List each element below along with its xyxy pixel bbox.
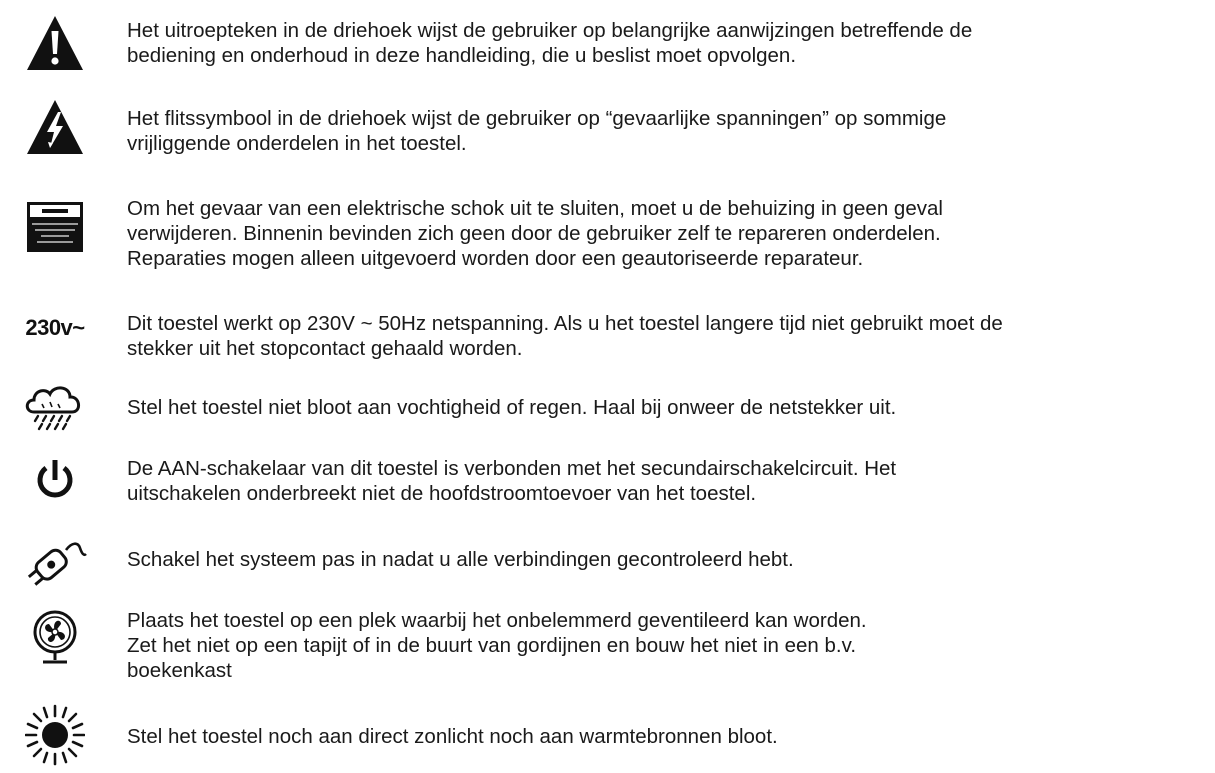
safety-text (127, 311, 1212, 361)
safety-text (127, 724, 1212, 749)
text-line: Schakel het systeem pas in nadat u alle verbindingen gecontroleerd hebt. (127, 548, 794, 571)
caution-label-icon (0, 202, 110, 252)
plug-icon (0, 534, 110, 594)
text-line: vrijliggende onderdelen in het toestel. (127, 132, 467, 155)
text-line: Stel het toestel niet bloot aan vochtigheid of regen. Haal bij onweer de netstekker uit. (127, 396, 897, 419)
text-line: Om het gevaar van een elektrische schok uit te sluiten, moet u de behuizing in geen geval (127, 197, 943, 220)
power-icon (0, 458, 110, 502)
safety-text (127, 456, 1212, 506)
text-line: Zet het niet op een tapijt of in de buurt van gordijnen en bouw het niet in een b.v. (127, 634, 857, 657)
warning-exclamation-icon (0, 14, 110, 72)
fan-icon (0, 610, 110, 666)
voltage-icon (0, 315, 110, 341)
text-line: Reparaties mogen alleen uitgevoerd worden door een geautoriseerde reparateur. (127, 247, 864, 270)
safety-text (127, 608, 1212, 683)
text-line: boekenkast (127, 659, 232, 682)
safety-text (127, 106, 1212, 156)
text-line: stekker uit het stopcontact gehaald worden. (127, 337, 523, 360)
text-line: Stel het toestel noch aan direct zonlicht noch aan warmtebronnen bloot. (127, 725, 778, 748)
text-line: uitschakelen onderbreekt niet de hoofdstroomtoevoer van het toestel. (127, 482, 757, 505)
text-line: Het uitroepteken in de driehoek wijst de gebruiker op belangrijke aanwijzingen betreffende de (127, 19, 973, 42)
lightning-triangle-icon (0, 98, 110, 156)
rain-cloud-icon (0, 382, 110, 434)
voltage-label: 230v~ (25, 315, 85, 340)
safety-text (127, 196, 1212, 271)
text-line: verwijderen. Binnenin bevinden zich geen door de gebruiker zelf te repareren onderdelen. (127, 222, 941, 245)
text-line: De AAN-schakelaar van dit toestel is verbonden met het secundairschakelcircuit. Het (127, 457, 897, 480)
safety-text (127, 547, 1212, 572)
text-line: bediening en onderhoud in deze handleiding, die u beslist moet opvolgen. (127, 44, 797, 67)
text-line: Dit toestel werkt op 230V ~ 50Hz netspanning. Als u het toestel langere tijd niet gebruikt moet de (127, 312, 1003, 335)
sun-icon (0, 704, 110, 766)
safety-text (127, 18, 1212, 68)
text-line: Plaats het toestel op een plek waarbij het onbelemmerd geventileerd kan worden. (127, 609, 867, 632)
text-line: Het flitssymbool in de driehoek wijst de gebruiker op “gevaarlijke spanningen” op sommige (127, 107, 947, 130)
safety-text (127, 395, 1212, 420)
